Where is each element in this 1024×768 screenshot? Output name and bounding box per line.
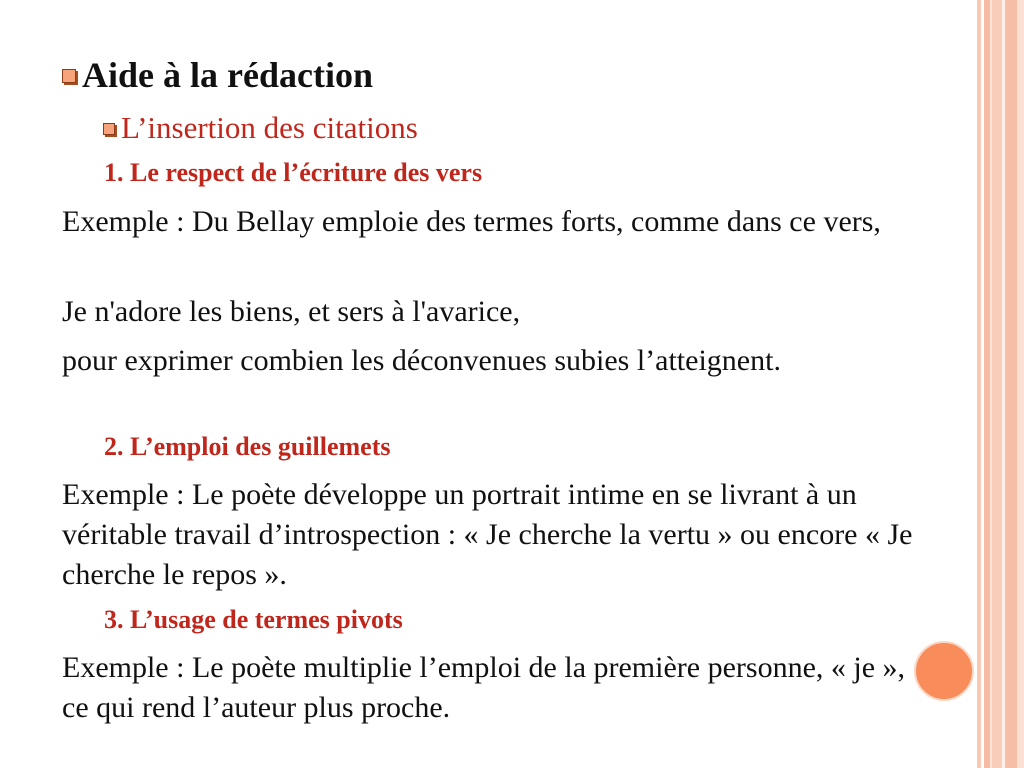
slide-title: Aide à la rédaction [82, 55, 373, 95]
decor-stripe [977, 0, 981, 768]
decor-stripe [1017, 0, 1024, 768]
section-heading: 1. Le respect de l’écriture des vers [104, 158, 483, 187]
quoted-verse: Je n'adore les biens, et sers à l'avarice, [62, 295, 521, 328]
subtitle-row [103, 110, 418, 146]
slide-title-row [62, 54, 373, 96]
paragraph: Exemple : Le poète développe un portrait intime en se livrant à un véritable travail d’introspection : « Je cherche la vertu » ou encore « Je cherche le repos ». [62, 478, 913, 591]
section-heading: 3. L’usage de termes pivots [104, 605, 403, 634]
paragraph: Exemple : Du Bellay emploie des termes forts, comme dans ce vers, [62, 205, 881, 238]
paragraph: Exemple : Le poète multiplie l’emploi de la première personne, « je », ce qui rend l’auteur plus proche. [62, 651, 906, 724]
section-heading: 2. L’emploi des guillemets [104, 432, 391, 461]
decor-stripe [992, 0, 1002, 768]
paragraph: pour exprimer combien les déconvenues subies l’atteignent. [62, 344, 781, 377]
square-bullet-icon [62, 69, 76, 83]
square-bullet-icon [103, 123, 115, 135]
decor-stripe [1005, 0, 1017, 768]
subtitle: L’insertion des citations [121, 110, 418, 145]
